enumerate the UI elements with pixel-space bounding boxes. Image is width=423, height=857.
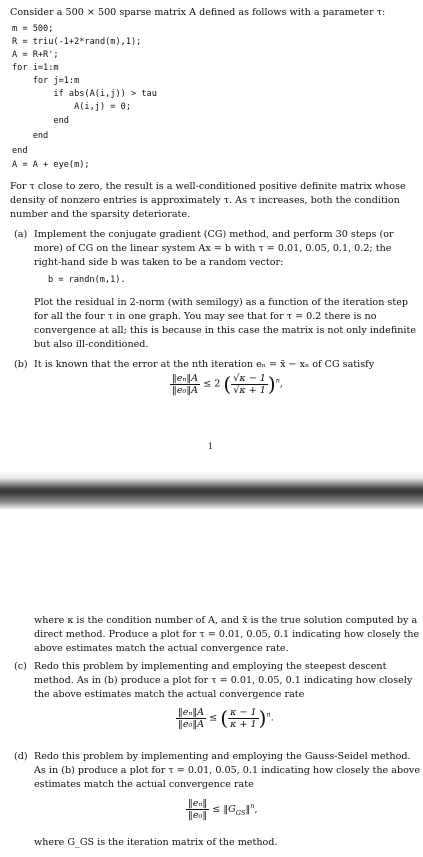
page2-line-2: direct method. Produce a plot for τ = 0.01, 0.05, 0.1 indicating how closely the — [34, 629, 420, 640]
part-a-line-7: but also ill-conditioned. — [34, 339, 149, 350]
code-line-4: for i=1:m — [12, 63, 59, 73]
part-d-line-2: As in (b) produce a plot for τ = 0.01, 0.05, 0.1 indicating how closely the above — [34, 765, 421, 776]
eq-b-right-paren: ) — [267, 372, 276, 396]
eq-c-num: ‖eₙ‖A — [178, 706, 205, 718]
eq-c-tail: . — [270, 712, 274, 724]
part-a-line-2: more) of CG on the linear system Ax = b with τ = 0.01, 0.05, 0.1, 0.2; the — [34, 243, 392, 254]
code-line-6: if abs(A(i,j)) > tau — [12, 89, 157, 99]
part-a-line-1: Implement the conjugate gradient (CG) method, and perform 30 steps (or — [34, 229, 394, 240]
code-line-1: m = 500; — [12, 24, 54, 34]
part-c-line-3: the above estimates match the actual convergence rate — [34, 689, 305, 700]
part-c-line-1: Redo this problem by implementing and employing the steepest descent — [34, 661, 387, 672]
part-d-line-3: estimates match the actual convergence rate — [34, 779, 254, 790]
eq-c-left-paren: ( — [220, 706, 229, 730]
eq-b-rel: ≤ 2 — [203, 378, 221, 390]
eq-b-tail: , — [279, 378, 283, 390]
final-line: where G_GS is the iteration matrix of the method. — [34, 837, 278, 848]
part-a-line-6: convergence at all; this is because in this case the matrix is not only indefinite — [34, 325, 417, 336]
eq-b-left-paren: ( — [223, 372, 232, 396]
code-line-10: end — [12, 146, 28, 156]
eq-c-inner-num: κ − 1 — [230, 706, 257, 718]
code-line-5: for j=1:m — [12, 76, 80, 86]
intro-text: Consider a 500 × 500 sparse matrix A defined as follows with a parameter τ: — [10, 7, 386, 18]
part-a-line-3: right-hand side b was taken to be a random vector: — [34, 257, 284, 268]
eq-b-inner-num: √κ − 1 — [233, 372, 266, 384]
page-2 — [0, 510, 423, 857]
part-d-label: (d) — [14, 751, 28, 762]
eq-d-exp: n — [250, 801, 255, 810]
eq-d-rel-tail: ‖ — [245, 804, 251, 815]
eq-c-lhs-fraction — [176, 707, 206, 730]
part-b-line: It is known that the error at the nth iteration eₙ = x̄ − xₙ of CG satisfy — [34, 359, 375, 370]
eq-d-num: ‖eₙ‖ — [188, 798, 208, 809]
sd-error-bound-equation — [176, 706, 274, 730]
part-c-label: (c) — [14, 661, 27, 672]
eq-b-num: ‖eₙ‖A — [172, 372, 199, 384]
code-line-11: A = A + eye(m); — [12, 160, 90, 170]
eq-b-inner-den: √κ + 1 — [233, 384, 266, 396]
code-line-9: end — [12, 131, 49, 141]
part-c-line-2: method. As in (b) produce a plot for τ = 0.01, 0.05, 0.1 indicating how closely — [34, 675, 413, 686]
part-b-label: (b) — [14, 359, 28, 370]
para1-line-2: density of nonzero entries is approximately τ. As τ increases, both the condition — [10, 195, 400, 206]
part-d-line-1: Redo this problem by implementing and employing the Gauss-Seidel method. — [34, 751, 411, 762]
eq-c-den: ‖e₀‖A — [178, 718, 205, 730]
eq-c-exp: n — [266, 710, 271, 719]
eq-b-exp: n — [275, 376, 280, 385]
part-a-label: (a) — [14, 229, 28, 240]
part-a-code: b = randn(m,1). — [48, 275, 126, 285]
eq-b-den: ‖e₀‖A — [172, 384, 199, 396]
code-line-2: R = triu(-1+2*rand(m),1); — [12, 37, 142, 47]
cg-error-bound-equation — [170, 372, 283, 396]
eq-b-lhs-fraction — [170, 373, 200, 396]
gs-error-bound-equation — [186, 798, 258, 821]
eq-b-inner-fraction — [231, 373, 268, 396]
part-a-line-5: for all the four τ in one graph. You may see that for τ = 0.2 there is no — [34, 311, 377, 322]
eq-d-tail: , — [254, 804, 258, 815]
eq-c-inner-fraction — [228, 707, 259, 730]
page-number: 1 — [208, 442, 214, 451]
eq-c-rel: ≤ — [209, 712, 218, 724]
eq-c-right-paren: ) — [258, 706, 267, 730]
eq-d-rel: ≤ ‖G — [212, 804, 236, 815]
part-a-line-4: Plot the residual in 2-norm (with semilogy) as a function of the iteration step — [34, 297, 409, 308]
page2-line-1: where κ is the condition number of A, and x̄ is the true solution computed by a — [34, 615, 418, 626]
code-line-3: A = R+R'; — [12, 50, 59, 60]
eq-d-lhs-fraction — [186, 798, 209, 821]
eq-d-den: ‖e₀‖ — [188, 810, 208, 821]
para1-line-3: number and the sparsity deteriorate. — [10, 209, 191, 220]
page-separator — [0, 470, 423, 510]
para1-line-1: For τ close to zero, the result is a well-conditioned positive definite matrix whose — [10, 181, 406, 192]
code-line-8: end — [12, 116, 69, 126]
code-line-7: A(i,j) = 0; — [12, 102, 131, 112]
eq-c-inner-den: κ + 1 — [230, 718, 257, 730]
page2-line-3: above estimates match the actual convergence rate. — [34, 643, 289, 654]
eq-d-rel-sub: GS — [235, 808, 246, 817]
